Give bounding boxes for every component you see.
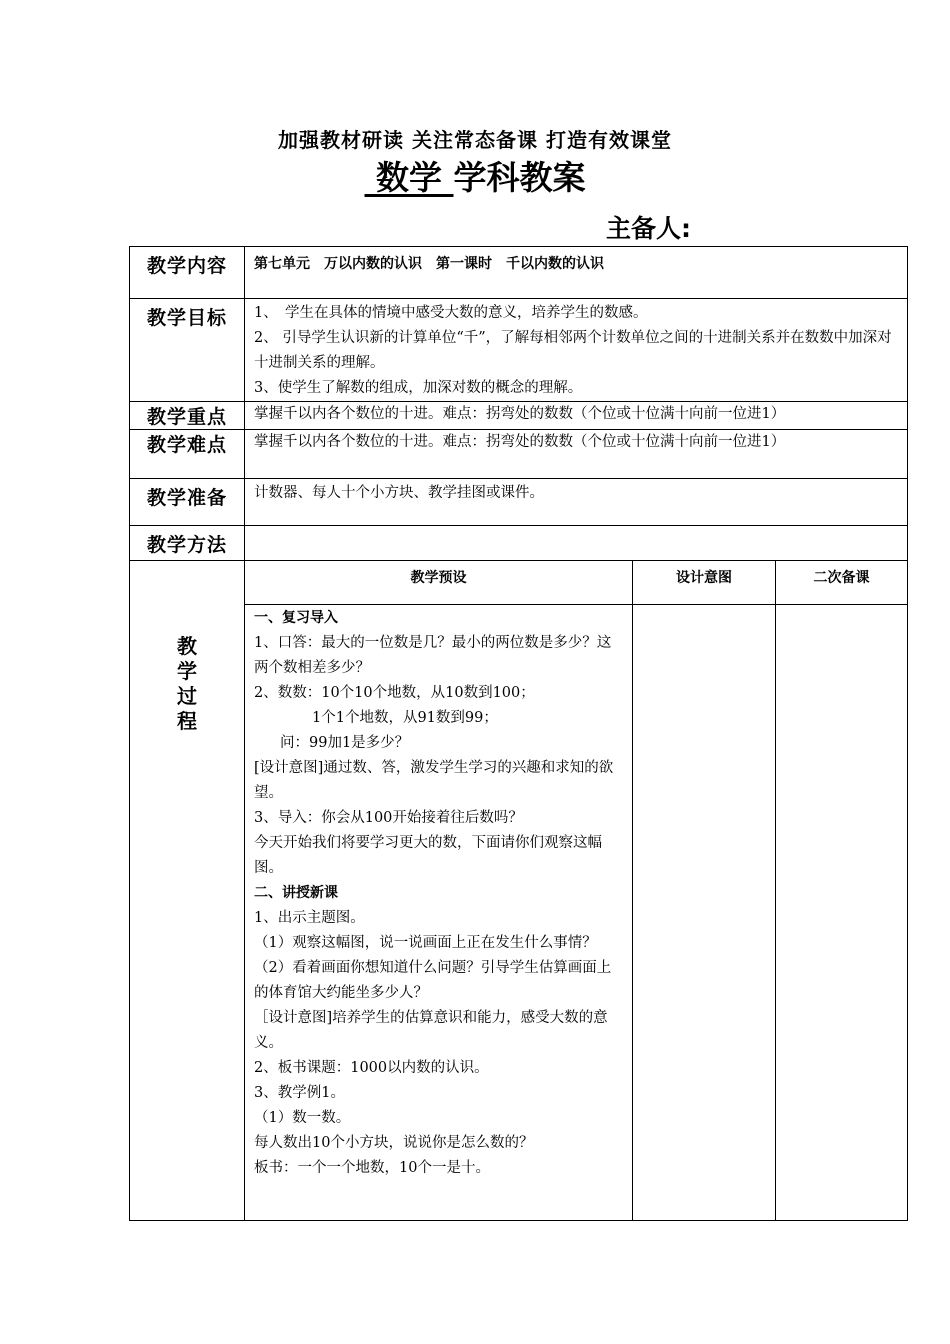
value-content: 第七单元 万以内数的认识 第一课时 千以内数的认识	[245, 247, 908, 299]
process-label-char: 过	[177, 684, 197, 708]
value-difficulty: 掌握千以内各个数位的十进。难点：拐弯处的数数（个位或十位满十向前一位进1）	[245, 430, 908, 479]
value-goals	[245, 299, 908, 402]
process-intent-content	[633, 605, 776, 1221]
goal-line: 2、 引导学生认识新的计算单位“千”，了解每相邻两个计数单位之间的十进制关系并在数数中加深对十进制关系的理解。	[254, 330, 892, 371]
process-line: 每人数出10个小方块，说说你是怎么数的？	[254, 1135, 534, 1151]
process-line: 3、导入：你会从100开始接着往后数吗？	[254, 810, 523, 826]
process-line: ［设计意图]培养学生的估算意识和能力，感受大数的意义。	[254, 1010, 608, 1051]
process-line: 二、讲授新课	[254, 885, 338, 901]
value-key-point: 掌握千以内各个数位的十进。难点：拐弯处的数数（个位或十位满十向前一位进1）	[245, 402, 908, 430]
process-line: 一、复习导入	[254, 610, 338, 626]
goal-line: 3、使学生了解数的组成，加深对数的概念的理解。	[254, 380, 583, 396]
process-vertical-label	[172, 561, 202, 734]
preparer-label: 主备人:	[606, 214, 691, 243]
process-line: 2、板书课题：1000以内数的认识。	[254, 1060, 489, 1076]
row-process-header	[130, 561, 908, 605]
process-label-char: 学	[177, 659, 197, 683]
process-label-char: 教	[177, 634, 197, 658]
header-slogan: 加强教材研读 关注常态备课 打造有效课堂	[278, 128, 672, 152]
label-preparation: 教学准备	[130, 479, 245, 526]
process-label-char: 程	[177, 709, 197, 733]
page-title	[0, 152, 950, 199]
process-line: （1）数一数。	[254, 1110, 351, 1126]
process-line: 板书：一个一个地数，10个一是十。	[254, 1160, 490, 1176]
process-line: （2）看着画面你想知道什么问题？引导学生估算画面上的体育馆大约能坐多少人？	[254, 960, 612, 1001]
label-key-point: 教学重点	[130, 402, 245, 430]
process-line: 1个1个地数，从91数到99；	[312, 710, 498, 726]
row-process-body	[130, 605, 908, 1221]
process-line: 1、口答：最大的一位数是几？最小的两位数是多少？这两个数相差多少？	[254, 635, 612, 676]
label-difficulty: 教学难点	[130, 430, 245, 479]
title-suffix: 学科教案	[453, 158, 586, 197]
process-line: 今天开始我们将要学习更大的数，下面请你们观察这幅图。	[254, 835, 602, 876]
label-goals: 教学目标	[130, 299, 245, 402]
process-line: [设计意图]通过数、答，激发学生学习的兴趣和求知的欲望。	[254, 760, 614, 801]
row-content	[130, 247, 908, 299]
row-key-point	[130, 402, 908, 430]
column-header-preset: 教学预设	[245, 561, 633, 605]
value-method	[245, 526, 908, 561]
process-preset-content	[245, 605, 633, 1221]
column-header-intent: 设计意图	[633, 561, 776, 605]
label-method: 教学方法	[130, 526, 245, 561]
process-line: 1、出示主题图。	[254, 910, 365, 926]
row-preparation	[130, 479, 908, 526]
subject-name: 数学	[364, 158, 454, 197]
process-revision-content	[776, 605, 908, 1221]
lesson-plan-table	[129, 246, 908, 1221]
goal-line: 1、 学生在具体的情境中感受大数的意义，培养学生的数感。	[254, 305, 648, 321]
row-method	[130, 526, 908, 561]
process-line: 问：99加1是多少？	[280, 735, 410, 751]
row-difficulty	[130, 430, 908, 479]
process-line: （1）观察这幅图，说一说画面上正在发生什么事情？	[254, 935, 597, 951]
value-preparation: 计数器、每人十个小方块、教学挂图或课件。	[245, 479, 908, 526]
label-content: 教学内容	[130, 247, 245, 299]
process-line: 2、数数：10个10个地数，从10数到100；	[254, 685, 535, 701]
label-process	[130, 561, 245, 1221]
process-line: 3、教学例1。	[254, 1085, 345, 1101]
column-header-revision: 二次备课	[776, 561, 908, 605]
row-goals	[130, 299, 908, 402]
